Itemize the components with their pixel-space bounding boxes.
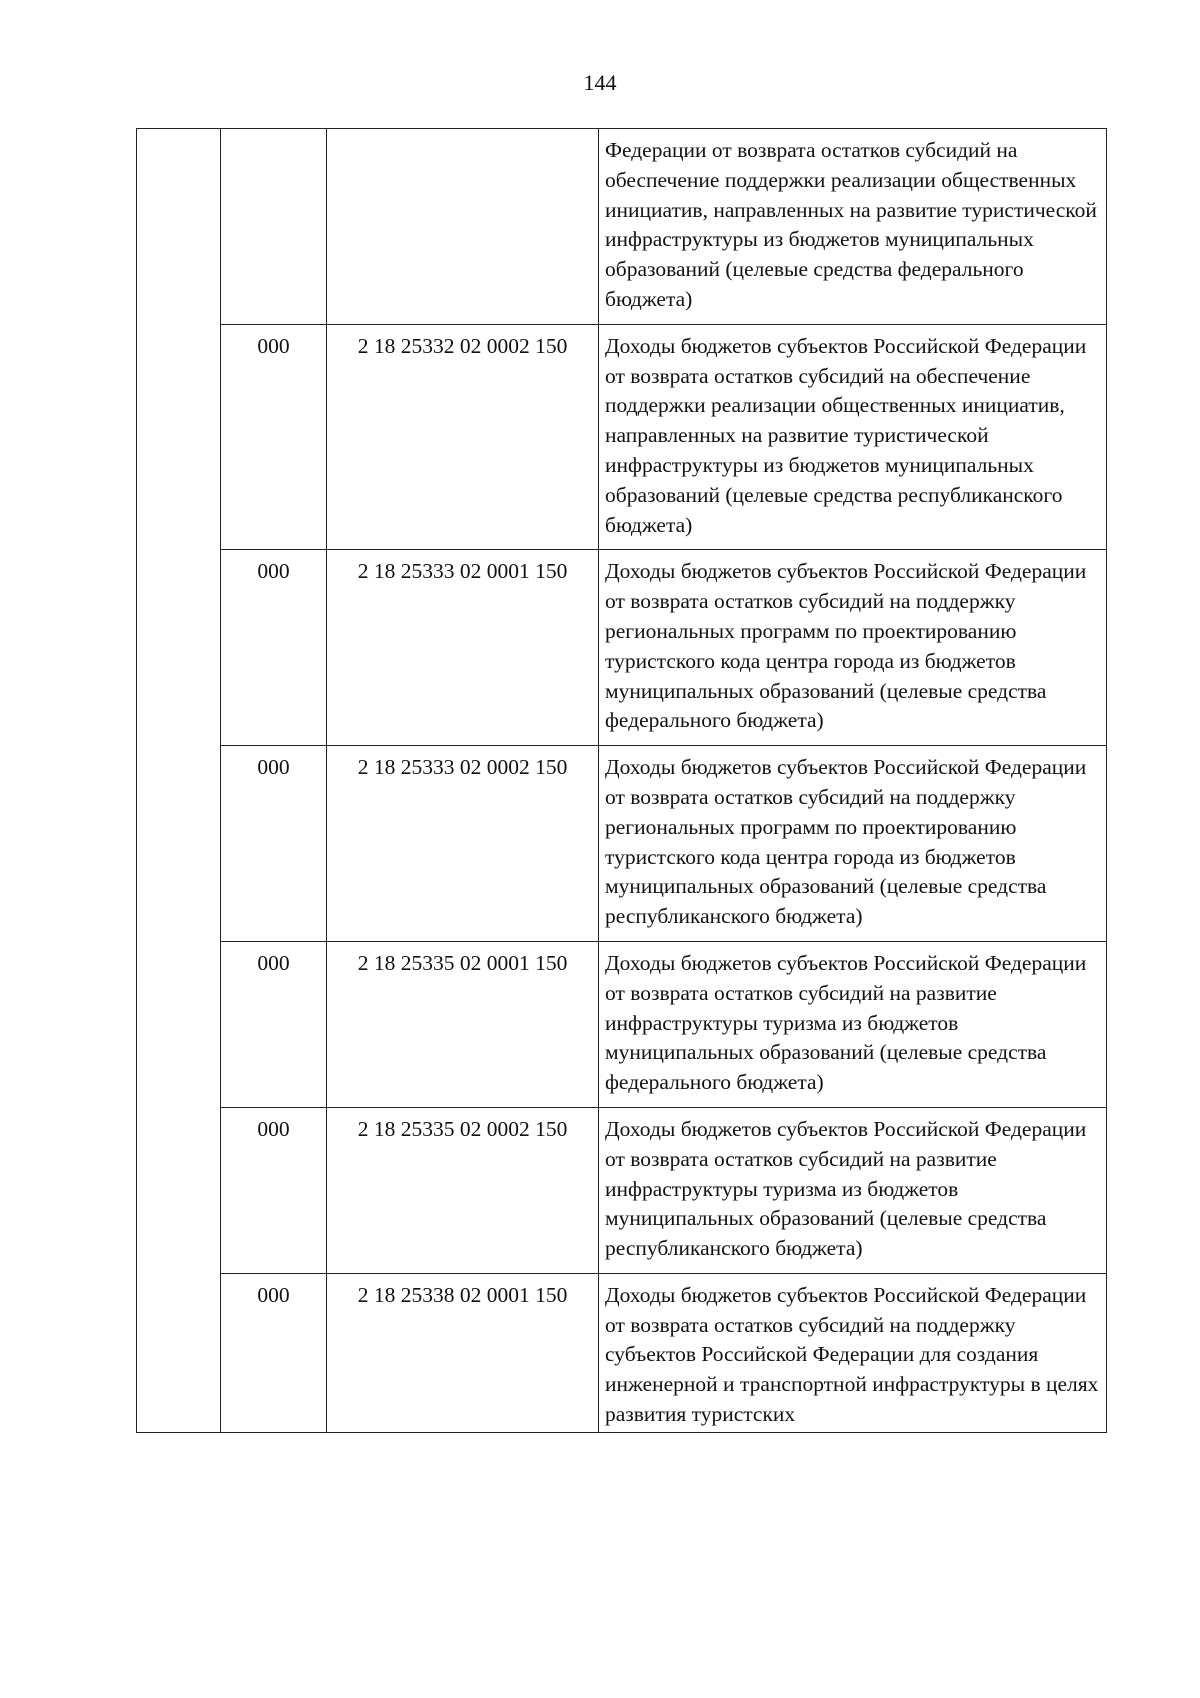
page-number: 144 [583, 70, 617, 95]
admin-code-cell: 000 [221, 941, 327, 1107]
income-name-cell: Доходы бюджетов субъектов Российской Федерации от возврата остатков субсидий на поддержку региональных программ по проектированию туристского кода центра города из бюджетов муниципальных образований (целевые средства федерального бюджета) [599, 550, 1107, 746]
income-name-cell: Доходы бюджетов субъектов Российской Федерации от возврата остатков субсидий на поддержку региональных программ по проектированию туристского кода центра города из бюджетов муниципальных образований (целевые средства республиканского бюджета) [599, 746, 1107, 942]
budget-code-cell: 2 18 25333 02 0002 150 [327, 746, 599, 942]
budget-code-cell: 2 18 25338 02 0001 150 [327, 1273, 599, 1432]
table-row [137, 746, 1107, 942]
budget-code-cell: 2 18 25335 02 0002 150 [327, 1107, 599, 1273]
budget-code-cell: 2 18 25335 02 0001 150 [327, 941, 599, 1107]
admin-code-cell [221, 129, 327, 325]
table-row [137, 941, 1107, 1107]
budget-code-cell [327, 129, 599, 325]
admin-code-cell: 000 [221, 1107, 327, 1273]
admin-code-cell: 000 [221, 324, 327, 550]
table-row [137, 1107, 1107, 1273]
income-name-cell: Доходы бюджетов субъектов Российской Федерации от возврата остатков субсидий на развитие инфраструктуры туризма из бюджетов муниципальных образований (целевые средства республиканского бюджета) [599, 1107, 1107, 1273]
income-name-cell: Федерации от возврата остатков субсидий на обеспечение поддержки реализации общественных инициатив, направленных на развитие туристической инфраструктуры из бюджетов муниципальных образований (целевые средства федерального бюджета) [599, 129, 1107, 325]
admin-code-cell: 000 [221, 746, 327, 942]
budget-code-cell: 2 18 25333 02 0001 150 [327, 550, 599, 746]
income-name-cell: Доходы бюджетов субъектов Российской Федерации от возврата остатков субсидий на обеспечение поддержки реализации общественных инициатив, направленных на развитие туристической инфраструктуры из бюджетов муниципальных образований (целевые средства республиканского бюджета) [599, 324, 1107, 550]
admin-code-cell: 000 [221, 550, 327, 746]
budget-codes-table [136, 128, 1107, 1433]
table-row [137, 1273, 1107, 1432]
empty-number-cell [137, 129, 221, 1433]
budget-code-cell: 2 18 25332 02 0002 150 [327, 324, 599, 550]
income-name-cell: Доходы бюджетов субъектов Российской Федерации от возврата остатков субсидий на поддержку субъектов Российской Федерации для создания инженерной и транспортной инфраструктуры в целях развития туристских [599, 1273, 1107, 1432]
table-row [137, 129, 1107, 325]
table-row [137, 324, 1107, 550]
table-row [137, 550, 1107, 746]
income-name-cell: Доходы бюджетов субъектов Российской Федерации от возврата остатков субсидий на развитие инфраструктуры туризма из бюджетов муниципальных образований (целевые средства федерального бюджета) [599, 941, 1107, 1107]
admin-code-cell: 000 [221, 1273, 327, 1432]
